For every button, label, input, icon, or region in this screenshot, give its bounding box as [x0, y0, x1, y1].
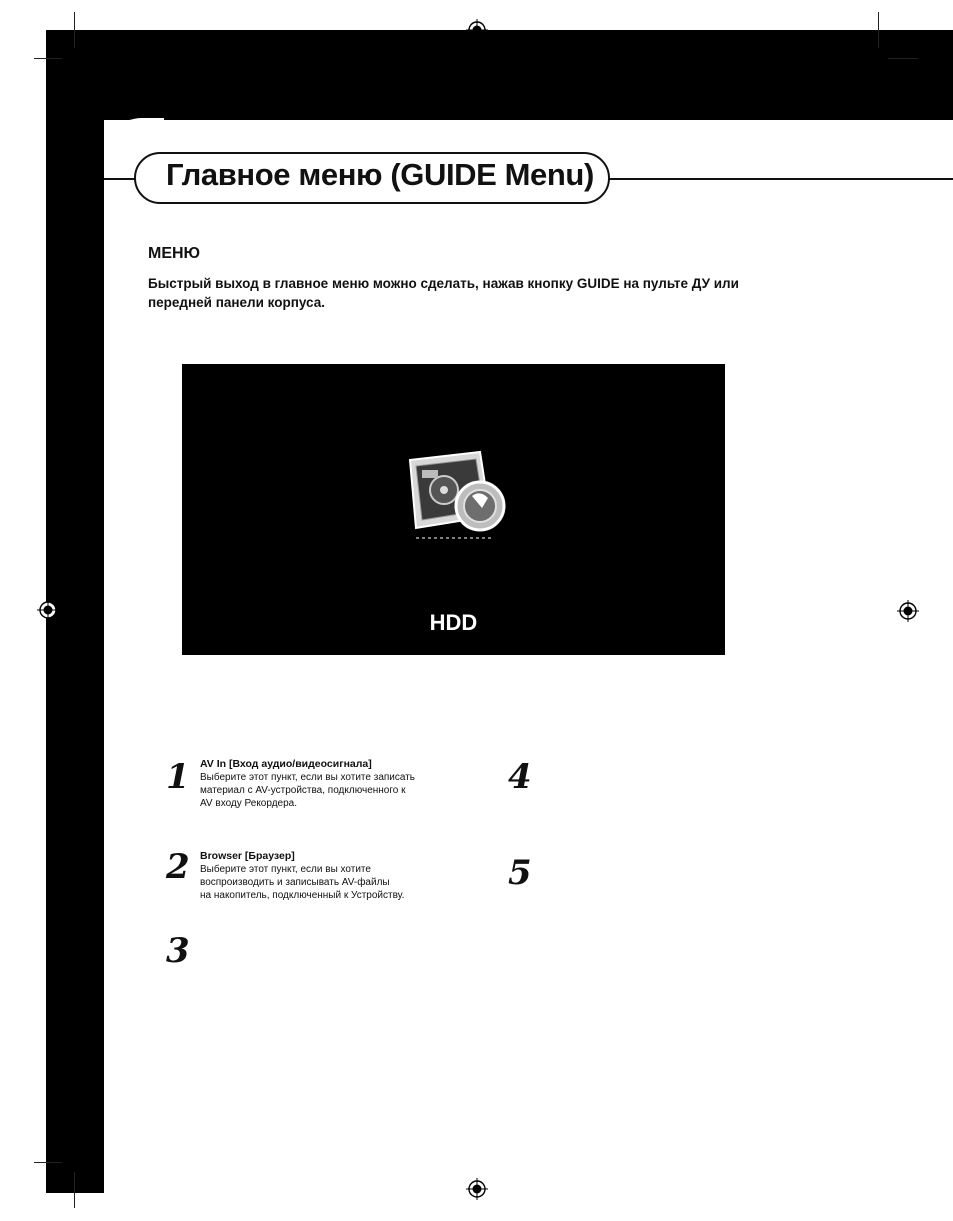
registration-mark-icon: [466, 19, 488, 41]
menu-screen: [182, 364, 725, 655]
item-title: AV In [Вход аудио/видеосигнала]: [200, 758, 372, 770]
top-black-band: [46, 30, 953, 120]
page-title: Главное меню (GUIDE Menu): [166, 157, 594, 192]
item-title: Browser [Браузер]: [200, 850, 295, 862]
item-line: воспроизводить и записывать AV-файлы: [200, 877, 390, 888]
crop-mark: [878, 12, 879, 48]
registration-mark-icon: [37, 599, 59, 621]
step-number: 4: [508, 757, 532, 797]
item-line: Выберите этот пункт, если вы хотите: [200, 864, 371, 875]
step-number: 2: [166, 847, 190, 887]
item-line: материал с AV-устройства, подключенного к: [200, 785, 406, 796]
crop-mark: [888, 58, 918, 59]
list-item: [200, 758, 500, 810]
registration-mark-icon: [466, 1178, 488, 1200]
step-number: 5: [508, 853, 532, 893]
section-heading: МЕНЮ: [148, 245, 201, 262]
item-line: на накопитель, подключенный к Устройству.: [200, 890, 405, 901]
crop-mark: [74, 12, 75, 48]
list-item: [200, 850, 500, 902]
registration-mark-icon: [897, 600, 919, 622]
item-line: Выберите этот пункт, если вы хотите записать: [200, 772, 416, 783]
step-number: 1: [166, 757, 190, 797]
item-line: AV входу Рекордера.: [200, 798, 298, 809]
crop-mark: [34, 58, 62, 59]
hdd-icon: [402, 446, 512, 552]
hdd-label: HDD: [429, 610, 478, 635]
crop-mark: [34, 1162, 62, 1163]
crop-mark: [74, 1172, 75, 1208]
intro-text: Быстрый выход в главное меню можно сделать, нажав кнопку GUIDE на пульте ДУ или передней панели корпуса.: [148, 276, 739, 310]
step-number: 3: [166, 931, 190, 971]
